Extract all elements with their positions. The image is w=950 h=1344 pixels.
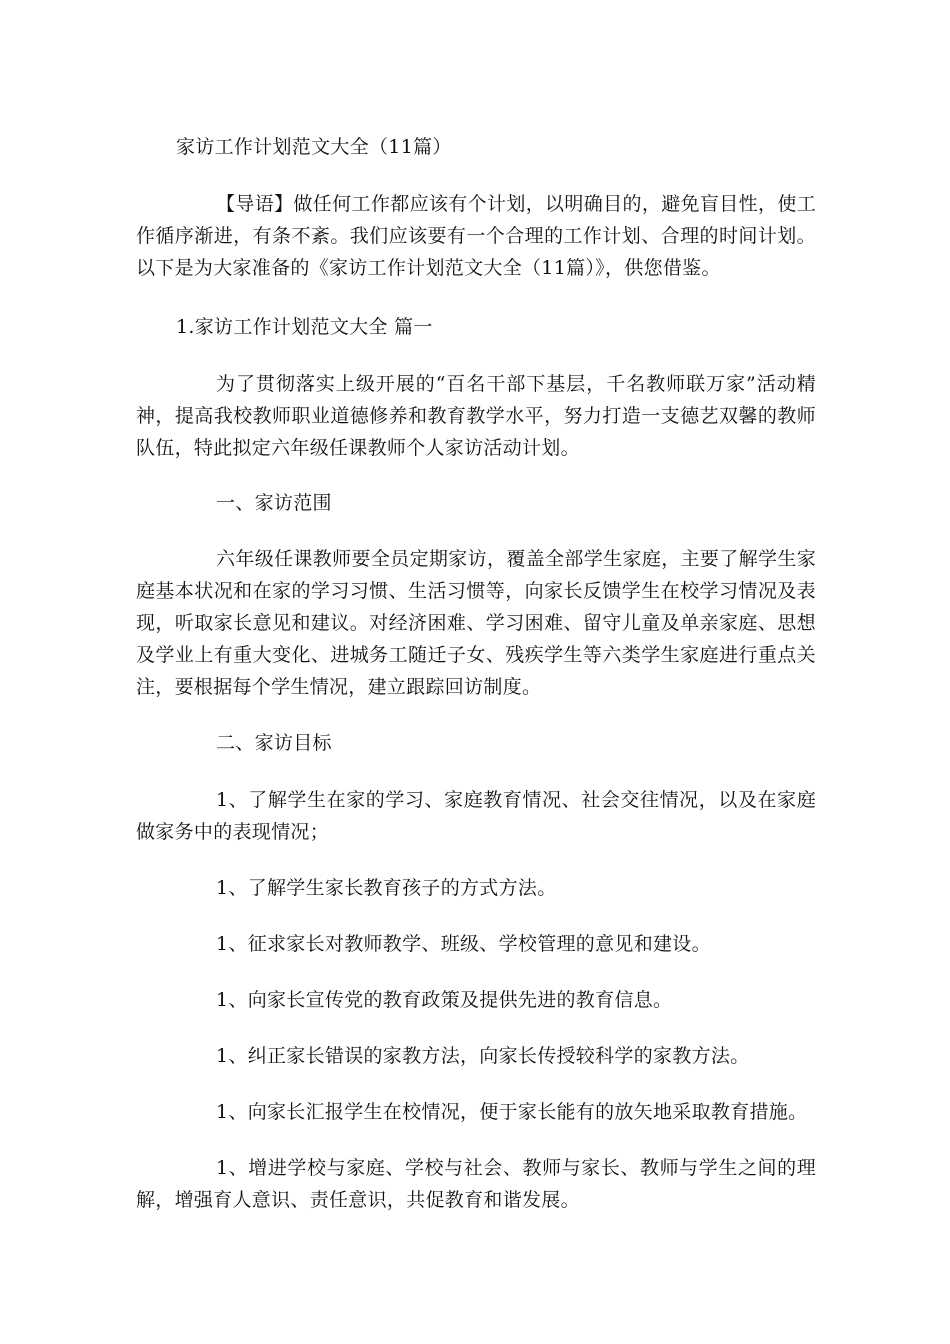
paragraph-purpose: 为了贯彻落实上级开展的“百名干部下基层，千名教师联万家”活动精神，提高我校教师职业道德修养和教育教学水平，努力打造一支德艺双馨的教师队伍，特此拟定六年级任课教师个人家访活动计划。 [136, 373, 816, 459]
heading-scope: 一、家访范围 [216, 492, 332, 514]
section-title: 1.家访工作计划范文大全 篇一 [176, 316, 433, 338]
goal-item: 1、纠正家长错误的家教方法，向家长传授较科学的家教方法。 [216, 1045, 750, 1067]
heading-goals: 二、家访目标 [216, 732, 332, 754]
goal-item: 1、向家长汇报学生在校情况，便于家长能有的放矢地采取教育措施。 [216, 1101, 808, 1123]
document-title: 家访工作计划范文大全（11篇） [176, 136, 452, 158]
goal-item: 1、增进学校与家庭、学校与社会、教师与家长、教师与学生之间的理解，增强育人意识、责任意识，共促教育和谐发展。 [136, 1157, 816, 1211]
intro-paragraph: 【导语】做任何工作都应该有个计划，以明确目的，避免盲目性，使工作循序渐进，有条不紊。我们应该要有一个合理的工作计划、合理的时间计划。以下是为大家准备的《家访工作计划范文大全（11篇）》，供您借鉴。 [136, 193, 816, 279]
goal-item: 1、了解学生在家的学习、家庭教育情况、社会交往情况，以及在家庭做家务中的表现情况； [136, 789, 816, 843]
goal-item: 1、了解学生家长教育孩子的方式方法。 [216, 877, 557, 899]
goal-item: 1、向家长宣传党的教育政策及提供先进的教育信息。 [216, 989, 673, 1011]
goal-item: 1、征求家长对教师教学、班级、学校管理的意见和建设。 [216, 933, 711, 955]
paragraph-scope: 六年级任课教师要全员定期家访，覆盖全部学生家庭，主要了解学生家庭基本状况和在家的学习习惯、生活习惯等，向家长反馈学生在校学习情况及表现，听取家长意见和建议。对经济困难、学习困难、留守儿童及单亲家庭、思想及学业上有重大变化、进城务工随迁子女、残疾学生等六类学生家庭进行重点关注，要根据每个学生情况，建立跟踪回访制度。 [136, 548, 816, 698]
